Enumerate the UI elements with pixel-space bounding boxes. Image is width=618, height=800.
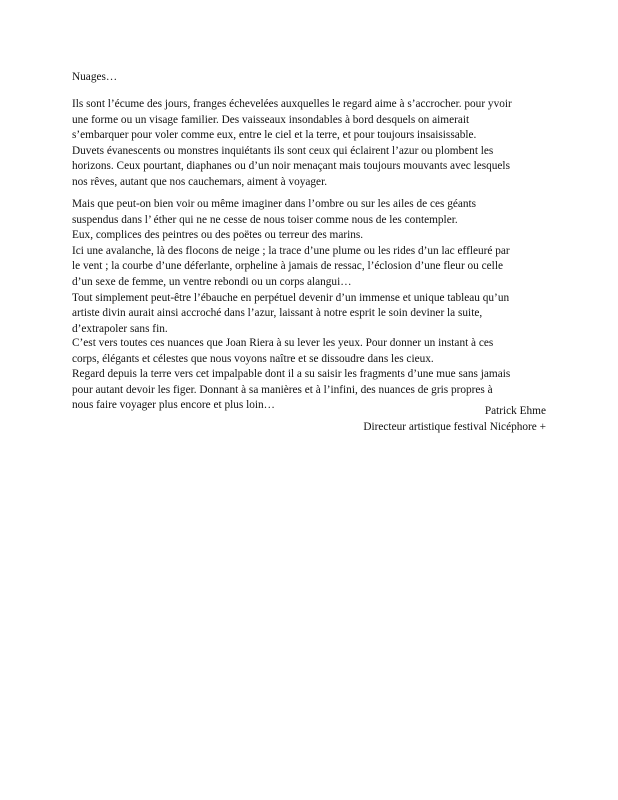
paragraph-line: C’est vers toutes ces nuances que Joan Riera à su lever les yeux. Pour donner un instant à ces — [72, 337, 494, 349]
paragraph-line: d’extrapoler sans fin. — [72, 322, 168, 335]
paragraph-line: Ils sont l’écume des jours, franges échevelées auxquelles le regard aime à s’accrocher. pour yvoir — [72, 98, 512, 110]
signature-name: Patrick Ehme — [484, 405, 546, 417]
paragraph-2 — [72, 197, 552, 337]
signature-role: Directeur artistique festival Nicéphore + — [363, 420, 546, 433]
paragraph-3 — [72, 336, 552, 414]
paragraph-line: nos rêves, autant que nos cauchemars, aiment à voyager. — [72, 175, 328, 188]
paragraph-line: corps, élégants et célestes que nous voyons naître et se dissoudre dans les cieux. — [72, 352, 434, 365]
paragraph-line: Ici une avalanche, là des flocons de neige ; la trace d’une plume ou les rides d’un lac effleuré par — [72, 244, 510, 257]
paragraph-line: pour autant devoir les figer. Donnant à sa manières et à l’infini, des nuances de gris propres à — [72, 383, 493, 396]
paragraph-line: Tout simplement peut-être l’ébauche en perpétuel devenir d’un immense et unique tableau qu’un — [72, 291, 510, 304]
paragraph-line: s’embarquer pour voler comme eux, entre le ciel et la terre, et pour toujours insaisissable. — [72, 129, 477, 142]
paragraph-line: horizons. Ceux pourtant, diaphanes ou d’un noir menaçant mais toujours mouvants avec lesquels — [72, 160, 510, 173]
paragraph-line: suspendus dans l’ éther qui ne ne cesse de nous toiser comme nous de les contempler. — [72, 213, 458, 226]
document-title: Nuages… — [72, 71, 118, 83]
paragraph-line: Eux, complices des peintres ou des poëtes ou terreur des marins. — [72, 229, 364, 242]
paragraph-line: nous faire voyager plus encore et plus loin… — [72, 399, 275, 412]
signature — [363, 404, 546, 435]
paragraph-line: le vent ; la courbe d’une déferlante, orpheline à jamais de ressac, l’éclosion d’une fleur ou celle — [72, 260, 503, 273]
paragraph-line: d’un sexe de femme, un ventre rebondi ou un corps alangui… — [72, 275, 352, 288]
paragraph-line: une forme ou un visage familier. Des vaisseaux insondables à bord desquels on aimerait — [72, 113, 470, 126]
paragraph-line: Regard depuis la terre vers cet impalpable dont il a su saisir les fragments d’une mue sans jamais — [72, 368, 511, 381]
paragraph-line: artiste divin aurait ainsi accroché dans l’azur, laissant à notre esprit le soin deviner la suite, — [72, 307, 483, 320]
paragraph-line: Mais que peut-on bien voir ou même imaginer dans l’ombre ou sur les ailes de ces géants — [72, 198, 477, 210]
paragraph-line: Duvets évanescents ou monstres inquiétants ils sont ceux qui éclairent l’azur ou plombent les — [72, 144, 494, 157]
paragraph-1 — [72, 97, 552, 191]
